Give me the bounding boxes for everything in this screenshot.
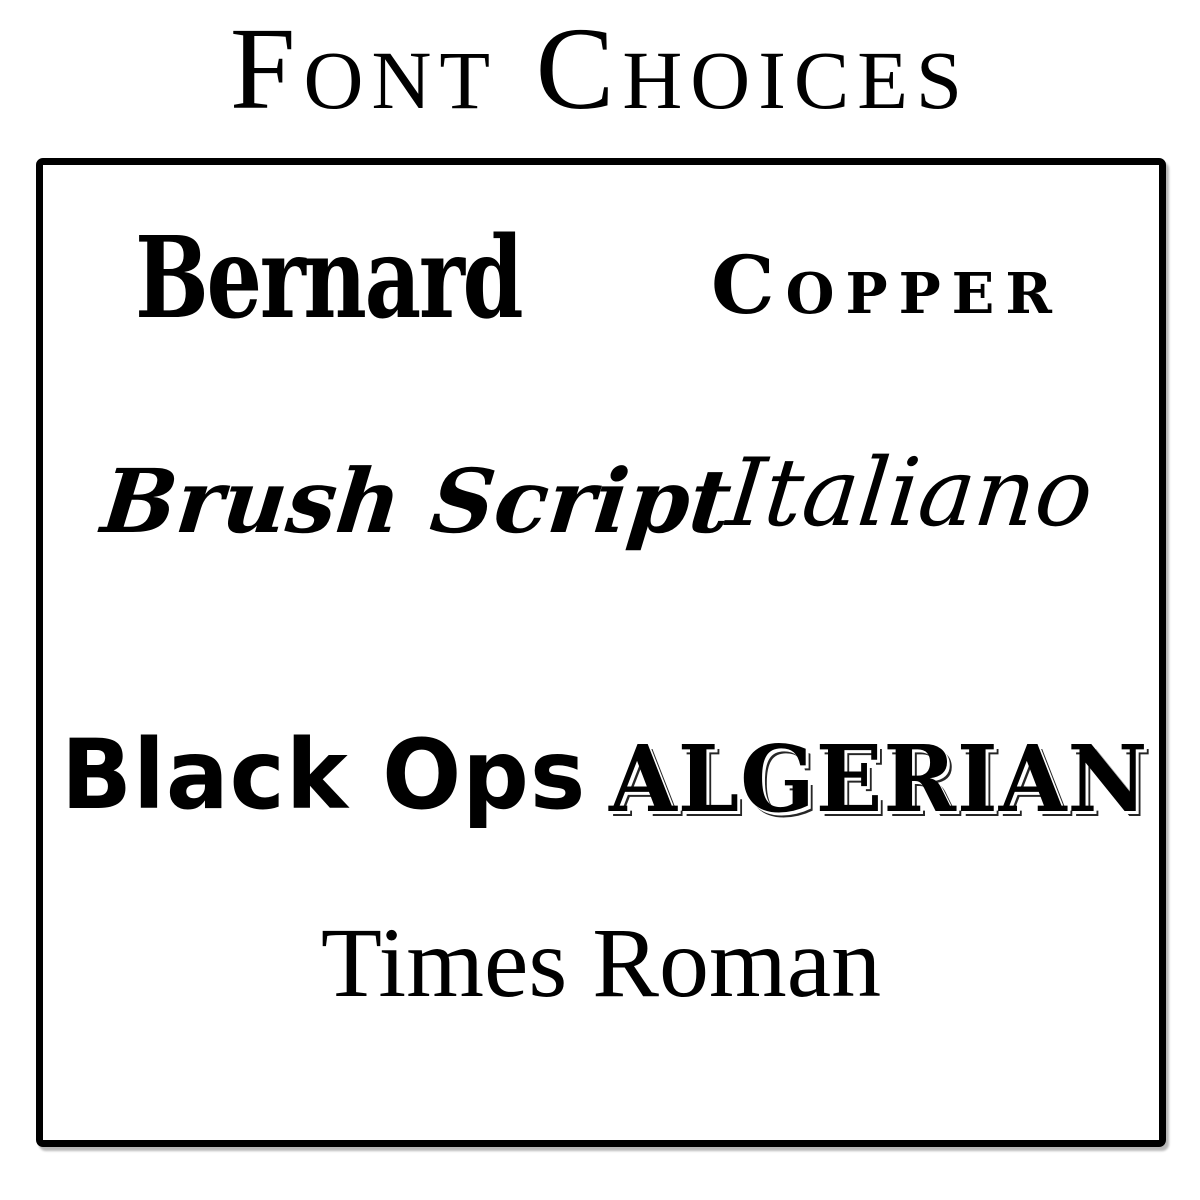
page-title: Font Choices — [229, 3, 971, 134]
font-sample-bernard: Bernard — [135, 213, 522, 344]
font-sample-brush-script: Brush Script — [97, 449, 737, 553]
font-sample-times-roman: Times Roman — [320, 907, 882, 1018]
font-samples-box — [36, 158, 1166, 1147]
font-sample-copper: Copper — [711, 238, 1063, 332]
font-sample-algerian: ALGERIAN — [609, 725, 1149, 833]
font-sample-black-ops: Black Ops — [61, 719, 587, 831]
font-sample-italiano: Italiano — [722, 439, 1098, 548]
